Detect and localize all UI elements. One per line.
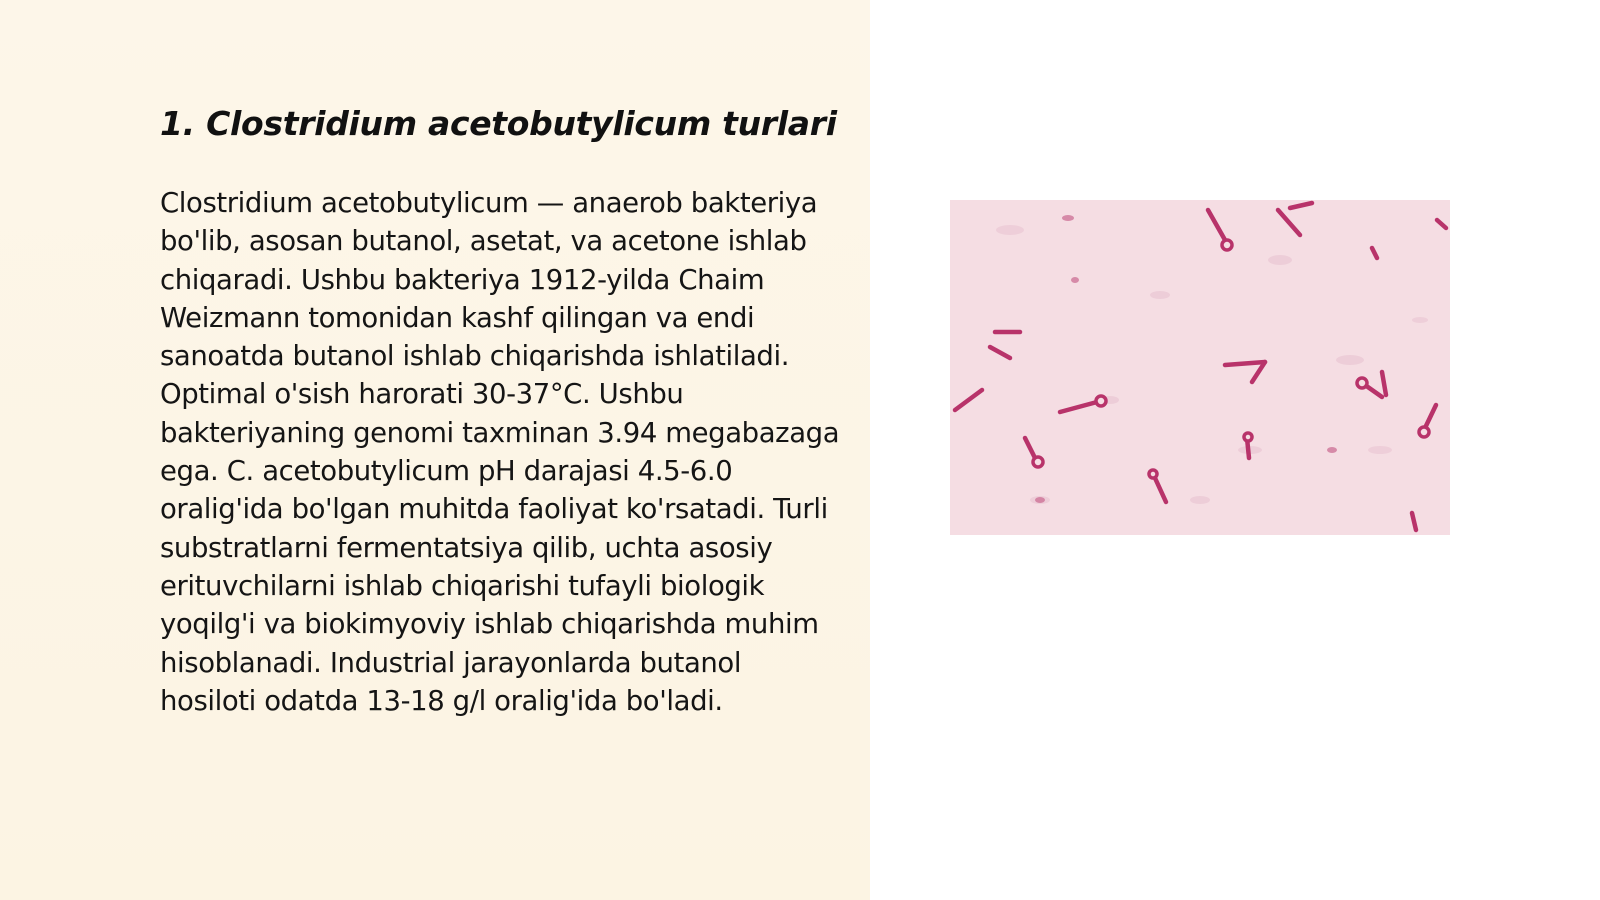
micrograph-svg	[950, 200, 1450, 535]
slide-body-text: Clostridium acetobutylicum — anaerob bakteriya bo'lib, asosan butanol, asetat, va acetone ishlab chiqaradi. Ushbu bakteriya 1912-yilda Chaim Weizmann tomonidan kashf qilingan va endi sanoatda butanol ishlab chiqarishda ishlatiladi. Optimal o'sish harorati 30-37°C. Ushbu bakteriyaning genomi taxminan 3.94 megabazaga ega. C. acetobutylicum pH darajasi 4.5-6.0 oralig'ida bo'lgan muhitda faoliyat ko'rsatadi. Turli substratlarni fermentatsiya qilib, uchta asosiy erituvchilarni ishlab chiqarishi tufayli biologik yoqilg'i va biokimyoviy ishlab chiqarishda muhim hisoblanadi. Industrial jarayonlarda butanol hosiloti odatda 13-18 g/l oralig'ida bo'ladi.	[160, 187, 840, 717]
slide-title: 1. Clostridium acetobutylicum turlari	[160, 104, 837, 143]
bacteria-micrograph-image	[950, 200, 1450, 535]
